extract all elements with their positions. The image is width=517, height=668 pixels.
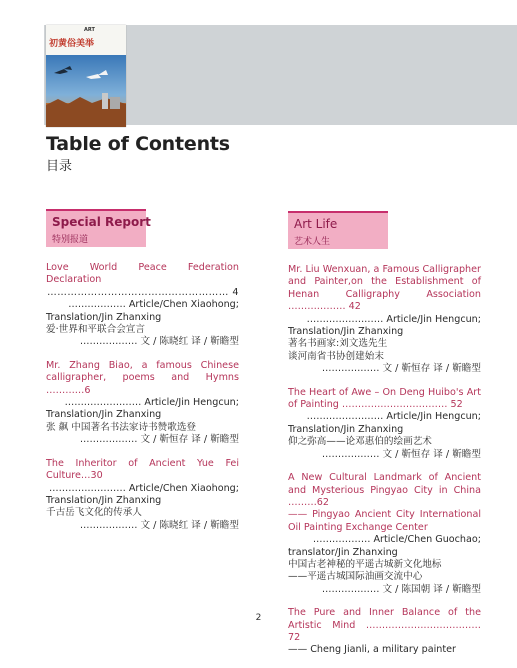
page-title-cn: 目录 [46,159,73,174]
entry-credit-cn: ……………… 文 / 陈晓红 译 / 靳瞻型 [79,519,239,531]
toc-column-right [288,264,481,668]
entry-translation: Translation/Jin Zhanxing [288,326,404,338]
cover-brand: ART [84,27,95,33]
entry-credit-cn: ……………… 文 / 陈晓红 译 / 靳瞻型 [79,336,239,348]
toc-entry[interactable] [46,360,239,447]
entry-translation: translator/Jin Zhanxing [288,546,398,558]
entry-title-cn-2: ——平遥古城国际油画交流中心 [288,571,423,583]
entry-title-cn: 爱·世界和平联合会宣言 [46,324,145,336]
entry-title[interactable]: The Pure and Inner Balance of the Artistic Mind ……………………………… 72 [288,607,481,643]
entry-credit: ……………… Article/Chen Xiaohong; [68,299,239,311]
entry-title-cn: 著名书画家:刘文选先生 [288,338,388,350]
toc-entry[interactable] [288,264,481,376]
entry-translation: Translation/Jin Zhanxing [46,494,162,506]
entry-title[interactable]: The Inheritor of Ancient Yue Fei Culture…30 [46,457,239,482]
entry-title[interactable]: Love World Peace Federation Declaration [46,262,239,286]
page-number: 2 [255,613,262,623]
entry-title[interactable]: Mr. Zhang Biao, a famous Chinese calligrapher, poems and Hymns …………6 [46,359,239,396]
page-title: Table of Contents [46,133,230,155]
entry-page-line: ……………………………………………… 4 [47,286,239,298]
entry-credit-cn: ……………… 文 / 陈国朝 译 / 靳瞻型 [321,583,481,595]
entry-credit-cn: ……………… 文 / 靳恒存 译 / 靳瞻型 [321,448,481,460]
entry-title[interactable]: A New Cultural Landmark of Ancient and Mysterious Pingyao City in China ………62 [288,472,481,508]
section-title: Special Report [52,215,151,229]
entry-translation: Translation/Jin Zhanxing [288,423,404,435]
entry-credit: …………………… Article/Jin Hengcun; [306,313,481,325]
entry-title[interactable]: The Heart of Awe – On Deng Huibo's Art of Painting …………………………… 52 [288,386,481,411]
toc-entry[interactable] [288,472,481,596]
section-header-special-report [46,209,151,247]
section-title-cn: 艺术人生 [294,237,331,247]
section-header-art-life [288,211,388,249]
entry-credit: …………………… Article/Jin Hengcun; [64,397,239,409]
entry-credit: …………………… Article/Jin Hengcun; [306,411,481,423]
cover-title: 初黄俗美举 [49,39,95,49]
entry-credit-cn: ……………… 文 / 靳恒存 译 / 靳瞻型 [321,363,481,375]
entry-credit: …………………… Article/Chen Xiaohong; [49,482,239,494]
section-title-cn: 特别报道 [52,235,89,245]
entry-credit-cn: ……………… 文 / 靳恒存 译 / 靳瞻型 [79,434,239,446]
magazine-cover [46,25,126,127]
entry-translation: Translation/Jin Zhanxing [46,409,162,421]
toc-entry[interactable] [46,262,239,349]
cover-artwork [46,55,126,127]
entry-title-cn: 中国古老神秘的平遥古城新文化地标 [288,558,442,570]
entry-subtitle: —— Pingyao Ancient City International Oil Painting Exchange Center [288,509,481,533]
entry-translation: Translation/Jin Zhanxing [46,311,162,323]
section-title: Art Life [294,217,338,231]
entry-title-cn: 张 飙 中国著名书法家诗书赞歌选登 [46,421,197,433]
entry-credit: ……………… Article/Chen Guochao; [312,534,481,546]
entry-title-cn: 仰之弥高——论邓惠伯的绘画艺术 [288,436,432,448]
entry-title-cn-2: 谈河南省书协创建始末 [288,350,384,362]
entry-title-cn: 千古岳飞文化的传承人 [46,507,142,519]
entry-title[interactable]: Mr. Liu Wenxuan, a Famous Calligrapher and Painter,on the Establishment of Henan Calligraphy Association ……………… 42 [288,264,481,313]
toc-entry[interactable] [288,387,481,461]
toc-column-left [46,262,239,543]
entry-subtitle: —— Cheng Jianli, a military painter [288,644,456,656]
toc-entry[interactable] [46,458,239,532]
